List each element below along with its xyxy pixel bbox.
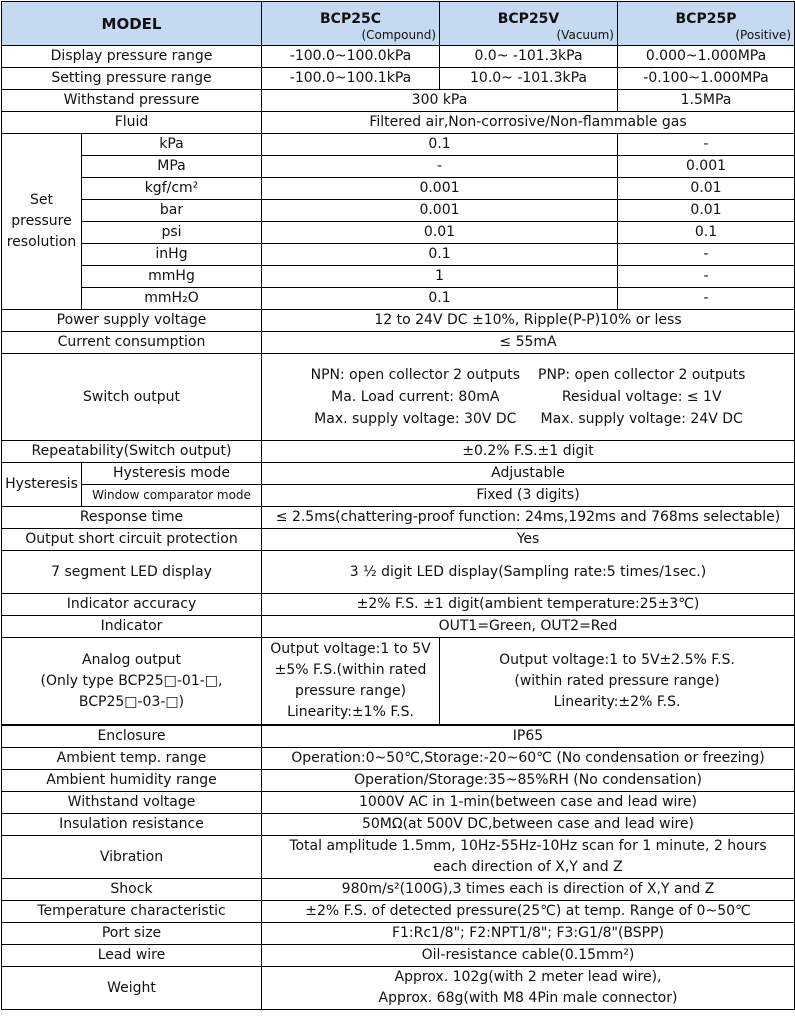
table-row bbox=[2, 792, 795, 814]
model-type: (Positive) bbox=[735, 28, 791, 42]
value-cell: ≤ 55mA bbox=[262, 332, 795, 354]
value-cell: ±2% F.S. of detected pressure(25℃) at temp. Range of 0~50℃ bbox=[262, 901, 795, 923]
value-cell: IP65 bbox=[262, 725, 795, 748]
table-row bbox=[2, 836, 795, 879]
row-label: Output short circuit protection bbox=[2, 529, 262, 551]
resolution-label bbox=[2, 134, 82, 310]
unit-cell: mmH₂O bbox=[82, 288, 262, 310]
label-line: Set bbox=[30, 192, 53, 208]
unit-cell: kgf/cm² bbox=[82, 178, 262, 200]
value-cell: ±0.2% F.S.±1 digit bbox=[262, 441, 795, 463]
value-cell: 0.001 bbox=[618, 156, 795, 178]
spec-line: Ma. Load current: 80mA bbox=[331, 389, 500, 405]
row-label: Lead wire bbox=[2, 945, 262, 967]
table-row bbox=[2, 748, 795, 770]
value-cell: Adjustable bbox=[262, 463, 795, 485]
pnp-block bbox=[538, 364, 745, 430]
table-row bbox=[2, 68, 795, 90]
value-cell: 3 ½ digit LED display(Sampling rate:5 times/1sec.) bbox=[262, 551, 795, 594]
value-cell: 0.0~ -101.3kPa bbox=[440, 46, 618, 68]
value-cell: 0.01 bbox=[262, 222, 618, 244]
model-name: BCP25C bbox=[320, 10, 381, 27]
spec-line: Approx. 102g(with 2 meter lead wire), bbox=[394, 969, 662, 985]
spec-line: Approx. 68g(with M8 4Pin male connector) bbox=[378, 990, 678, 1006]
value-cell: 0.001 bbox=[262, 178, 618, 200]
model-header: MODEL bbox=[2, 2, 262, 46]
label-line: resolution bbox=[6, 234, 77, 250]
value-cell bbox=[262, 967, 795, 1010]
spec-line: Linearity:±2% F.S. bbox=[553, 693, 681, 710]
table-row bbox=[2, 310, 795, 332]
table-row bbox=[2, 46, 795, 68]
table-row bbox=[2, 901, 795, 923]
unit-cell: MPa bbox=[82, 156, 262, 178]
analog-vp-cell bbox=[440, 638, 795, 726]
table-row bbox=[2, 507, 795, 529]
hysteresis-label: Hysteresis bbox=[2, 463, 82, 507]
row-label: Response time bbox=[2, 507, 262, 529]
value-cell: - bbox=[618, 244, 795, 266]
row-label: Fluid bbox=[2, 112, 262, 134]
row-label: Insulation resistance bbox=[2, 814, 262, 836]
row-label: Indicator bbox=[2, 616, 262, 638]
spec-line: Output voltage:1 to 5V±2.5% F.S. bbox=[499, 651, 735, 668]
model-type: (Compound) bbox=[361, 28, 436, 42]
spec-table bbox=[1, 1, 795, 1010]
value-cell: 300 kPa bbox=[262, 90, 618, 112]
value-cell: -100.0~100.1kPa bbox=[262, 68, 440, 90]
spec-line: Max. supply voltage: 24V DC bbox=[540, 411, 743, 427]
value-cell: -0.100~1.000MPa bbox=[618, 68, 795, 90]
unit-cell: kPa bbox=[82, 134, 262, 156]
table-row bbox=[2, 945, 795, 967]
table-row bbox=[2, 134, 795, 156]
table-row bbox=[2, 879, 795, 901]
value-cell: 0.1 bbox=[262, 288, 618, 310]
table-row bbox=[2, 244, 795, 266]
value-cell: Filtered air,Non-corrosive/Non-flammable gas bbox=[262, 112, 795, 134]
model-name: BCP25P bbox=[675, 10, 737, 27]
label-line: BCP25□-03-□) bbox=[78, 693, 185, 710]
table-row bbox=[2, 178, 795, 200]
table-row bbox=[2, 354, 795, 441]
value-cell: Operation/Storage:35~85%RH (No condensation) bbox=[262, 770, 795, 792]
row-label: Weight bbox=[2, 967, 262, 1010]
row-label: Ambient temp. range bbox=[2, 748, 262, 770]
value-cell: 980m/s²(100G),3 times each is direction of X,Y and Z bbox=[262, 879, 795, 901]
row-label: Port size bbox=[2, 923, 262, 945]
unit-cell: bar bbox=[82, 200, 262, 222]
value-cell: 0.000~1.000MPa bbox=[618, 46, 795, 68]
row-label: Enclosure bbox=[2, 725, 262, 748]
table-row bbox=[2, 200, 795, 222]
value-cell: Yes bbox=[262, 529, 795, 551]
table-row bbox=[2, 529, 795, 551]
row-label: Ambient humidity range bbox=[2, 770, 262, 792]
value-cell: 0.1 bbox=[262, 134, 618, 156]
row-label: Display pressure range bbox=[2, 46, 262, 68]
value-cell: Oil-resistance cable(0.15mm²) bbox=[262, 945, 795, 967]
model-type: (Vacuum) bbox=[556, 28, 614, 42]
unit-cell: psi bbox=[82, 222, 262, 244]
sub-label: Window comparator mode bbox=[82, 485, 262, 507]
value-cell: 0.1 bbox=[618, 222, 795, 244]
value-cell: OUT1=Green, OUT2=Red bbox=[262, 616, 795, 638]
table-row bbox=[2, 594, 795, 616]
value-cell: 1.5MPa bbox=[618, 90, 795, 112]
label-line: (Only type BCP25□-01-□, bbox=[40, 672, 223, 689]
row-label: Vibration bbox=[2, 836, 262, 879]
table-row bbox=[2, 288, 795, 310]
model-name: BCP25V bbox=[497, 10, 560, 27]
table-row bbox=[2, 222, 795, 244]
npn-block bbox=[311, 364, 520, 430]
analog-compound-cell bbox=[262, 638, 440, 726]
spec-line: Residual voltage: ≤ 1V bbox=[561, 389, 722, 405]
row-label: Withstand voltage bbox=[2, 792, 262, 814]
value-cell: 0.01 bbox=[618, 200, 795, 222]
value-cell: -100.0~100.0kPa bbox=[262, 46, 440, 68]
spec-line: Total amplitude 1.5mm, 10Hz-55Hz-10Hz scan for 1 minute, 2 hours bbox=[289, 838, 767, 854]
switch-output-cell bbox=[262, 354, 795, 441]
table-row bbox=[2, 156, 795, 178]
table-row bbox=[2, 463, 795, 485]
value-cell: 50MΩ(at 500V DC,between case and lead wire) bbox=[262, 814, 795, 836]
table-row bbox=[2, 112, 795, 134]
spec-line: NPN: open collector 2 outputs bbox=[310, 367, 521, 383]
row-label: Withstand pressure bbox=[2, 90, 262, 112]
spec-line: Output voltage:1 to 5V bbox=[270, 641, 431, 657]
label-line: pressure bbox=[11, 213, 72, 229]
table-row bbox=[2, 814, 795, 836]
value-cell: ≤ 2.5ms(chattering-proof function: 24ms,192ms and 768ms selectable) bbox=[262, 507, 795, 529]
table-row bbox=[2, 725, 795, 748]
value-cell bbox=[262, 836, 795, 879]
value-cell: - bbox=[618, 288, 795, 310]
table-row bbox=[2, 923, 795, 945]
spec-line: Max. supply voltage: 30V DC bbox=[314, 411, 517, 427]
row-label: Indicator accuracy bbox=[2, 594, 262, 616]
table-row bbox=[2, 90, 795, 112]
spec-line: PNP: open collector 2 outputs bbox=[538, 367, 746, 383]
row-label: Switch output bbox=[2, 354, 262, 441]
value-cell: - bbox=[618, 266, 795, 288]
row-label: Power supply voltage bbox=[2, 310, 262, 332]
model-bcp25c-header bbox=[262, 2, 440, 46]
value-cell: 0.1 bbox=[262, 244, 618, 266]
row-label: Temperature characteristic bbox=[2, 901, 262, 923]
value-cell: Fixed (3 digits) bbox=[262, 485, 795, 507]
value-cell: 1000V AC in 1-min(between case and lead wire) bbox=[262, 792, 795, 814]
spec-line: (within rated pressure range) bbox=[514, 672, 720, 689]
spec-line: ±5% F.S.(within rated bbox=[274, 662, 427, 678]
analog-label bbox=[2, 638, 262, 726]
unit-cell: mmHg bbox=[82, 266, 262, 288]
spec-line: Linearity:±1% F.S. bbox=[287, 704, 414, 720]
value-cell: ±2% F.S. ±1 digit(ambient temperature:25±3℃) bbox=[262, 594, 795, 616]
table-row bbox=[2, 638, 795, 726]
row-label: Shock bbox=[2, 879, 262, 901]
value-cell: Operation:0~50℃,Storage:-20~60℃ (No condensation or freezing) bbox=[262, 748, 795, 770]
value-cell: 0.01 bbox=[618, 178, 795, 200]
value-cell: 10.0~ -101.3kPa bbox=[440, 68, 618, 90]
table-row bbox=[2, 266, 795, 288]
model-bcp25v-header bbox=[440, 2, 618, 46]
header-row bbox=[2, 2, 795, 46]
model-bcp25p-header bbox=[618, 2, 795, 46]
table-row bbox=[2, 485, 795, 507]
table-row bbox=[2, 441, 795, 463]
value-cell: 12 to 24V DC ±10%, Ripple(P-P)10% or less bbox=[262, 310, 795, 332]
value-cell: - bbox=[262, 156, 618, 178]
row-label: Repeatability(Switch output) bbox=[2, 441, 262, 463]
value-cell: - bbox=[618, 134, 795, 156]
table-row bbox=[2, 770, 795, 792]
table-row bbox=[2, 551, 795, 594]
label-line: Analog output bbox=[82, 651, 181, 668]
value-cell: 0.001 bbox=[262, 200, 618, 222]
row-label: Setting pressure range bbox=[2, 68, 262, 90]
row-label: Current consumption bbox=[2, 332, 262, 354]
table-row bbox=[2, 616, 795, 638]
value-cell: F1:Rc1/8"; F2:NPT1/8"; F3:G1/8"(BSPP) bbox=[262, 923, 795, 945]
table-row bbox=[2, 332, 795, 354]
table-row bbox=[2, 967, 795, 1010]
unit-cell: inHg bbox=[82, 244, 262, 266]
spec-line: pressure range) bbox=[294, 683, 407, 699]
spec-line: each direction of X,Y and Z bbox=[433, 859, 623, 875]
value-cell: 1 bbox=[262, 266, 618, 288]
row-label: 7 segment LED display bbox=[2, 551, 262, 594]
sub-label: Hysteresis mode bbox=[82, 463, 262, 485]
